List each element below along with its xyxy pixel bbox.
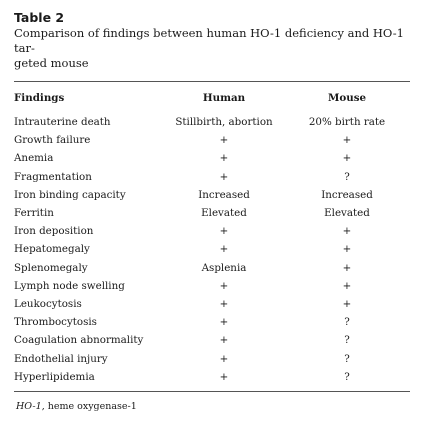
finding-cell: Intrauterine death bbox=[14, 116, 111, 129]
mouse-cell: + bbox=[342, 225, 352, 238]
mouse-cell: Increased bbox=[321, 188, 373, 201]
table-row bbox=[14, 240, 410, 258]
human-cell: + bbox=[219, 170, 229, 183]
human-cell: + bbox=[219, 279, 229, 292]
mouse-cell: ? bbox=[344, 316, 350, 329]
finding-cell: Iron deposition bbox=[14, 225, 94, 238]
caption-line-2: geted mouse bbox=[14, 56, 89, 70]
finding-cell: Thrombocytosis bbox=[14, 316, 97, 329]
human-cell: + bbox=[219, 243, 229, 256]
table-row bbox=[14, 149, 410, 167]
table-footnote bbox=[14, 401, 410, 412]
mouse-cell: ? bbox=[344, 170, 350, 183]
human-cell: Asplenia bbox=[201, 261, 247, 274]
table-row bbox=[14, 331, 410, 349]
table-row bbox=[14, 295, 410, 313]
human-cell: Increased bbox=[198, 188, 250, 201]
mouse-cell: + bbox=[342, 134, 352, 147]
header-row bbox=[14, 92, 410, 113]
table-block bbox=[14, 10, 410, 412]
footnote-abbreviation: HO-1 bbox=[16, 400, 42, 412]
header-mouse: Mouse bbox=[327, 92, 367, 104]
top-rule bbox=[14, 81, 410, 82]
mouse-cell: Elevated bbox=[324, 207, 370, 220]
finding-cell: Lymph node swelling bbox=[14, 279, 125, 292]
human-cell: + bbox=[219, 297, 229, 310]
table-row bbox=[14, 313, 410, 331]
bottom-rule bbox=[14, 391, 410, 392]
finding-cell: Splenomegaly bbox=[14, 261, 88, 274]
table-row bbox=[14, 368, 410, 386]
table-row bbox=[14, 131, 410, 149]
mouse-cell: + bbox=[342, 243, 352, 256]
header-findings: Findings bbox=[14, 92, 65, 104]
table-label: Table 2 bbox=[14, 10, 65, 25]
finding-cell: Fragmentation bbox=[14, 170, 92, 183]
mouse-cell: + bbox=[342, 261, 352, 274]
human-cell: Stillbirth, abortion bbox=[175, 116, 273, 129]
mouse-cell: 20% birth rate bbox=[308, 116, 386, 129]
table-row bbox=[14, 259, 410, 277]
human-cell: + bbox=[219, 225, 229, 238]
finding-cell: Ferritin bbox=[14, 207, 54, 220]
finding-cell: Coagulation abnormality bbox=[14, 334, 144, 347]
table-row bbox=[14, 168, 410, 186]
finding-cell: Growth failure bbox=[14, 134, 91, 147]
mouse-cell: + bbox=[342, 279, 352, 292]
table-row bbox=[14, 277, 410, 295]
table-row bbox=[14, 113, 410, 131]
table-row bbox=[14, 204, 410, 222]
table-row bbox=[14, 349, 410, 367]
finding-cell: Anemia bbox=[14, 152, 54, 165]
human-cell: + bbox=[219, 334, 229, 347]
table-caption bbox=[14, 26, 410, 71]
finding-cell: Iron binding capacity bbox=[14, 188, 126, 201]
caption-line-1: Comparison of findings between human HO-1 deficiency and HO-1 tar- bbox=[14, 26, 404, 55]
mouse-cell: + bbox=[342, 152, 352, 165]
mouse-cell: ? bbox=[344, 352, 350, 365]
table-row bbox=[14, 222, 410, 240]
mouse-cell: ? bbox=[344, 334, 350, 347]
finding-cell: Leukocytosis bbox=[14, 297, 82, 310]
footnote-definition: , heme oxygenase-1 bbox=[41, 400, 137, 412]
human-cell: + bbox=[219, 352, 229, 365]
mouse-cell: + bbox=[342, 297, 352, 310]
finding-cell: Endothelial injury bbox=[14, 352, 108, 365]
human-cell: + bbox=[219, 152, 229, 165]
table-row bbox=[14, 186, 410, 204]
finding-cell: Hepatomegaly bbox=[14, 243, 90, 256]
finding-cell: Hyperlipidemia bbox=[14, 370, 95, 383]
findings-table bbox=[14, 92, 410, 386]
mouse-cell: ? bbox=[344, 370, 350, 383]
header-human: Human bbox=[202, 92, 246, 104]
human-cell: + bbox=[219, 370, 229, 383]
human-cell: Elevated bbox=[201, 207, 247, 220]
human-cell: + bbox=[219, 134, 229, 147]
human-cell: + bbox=[219, 316, 229, 329]
